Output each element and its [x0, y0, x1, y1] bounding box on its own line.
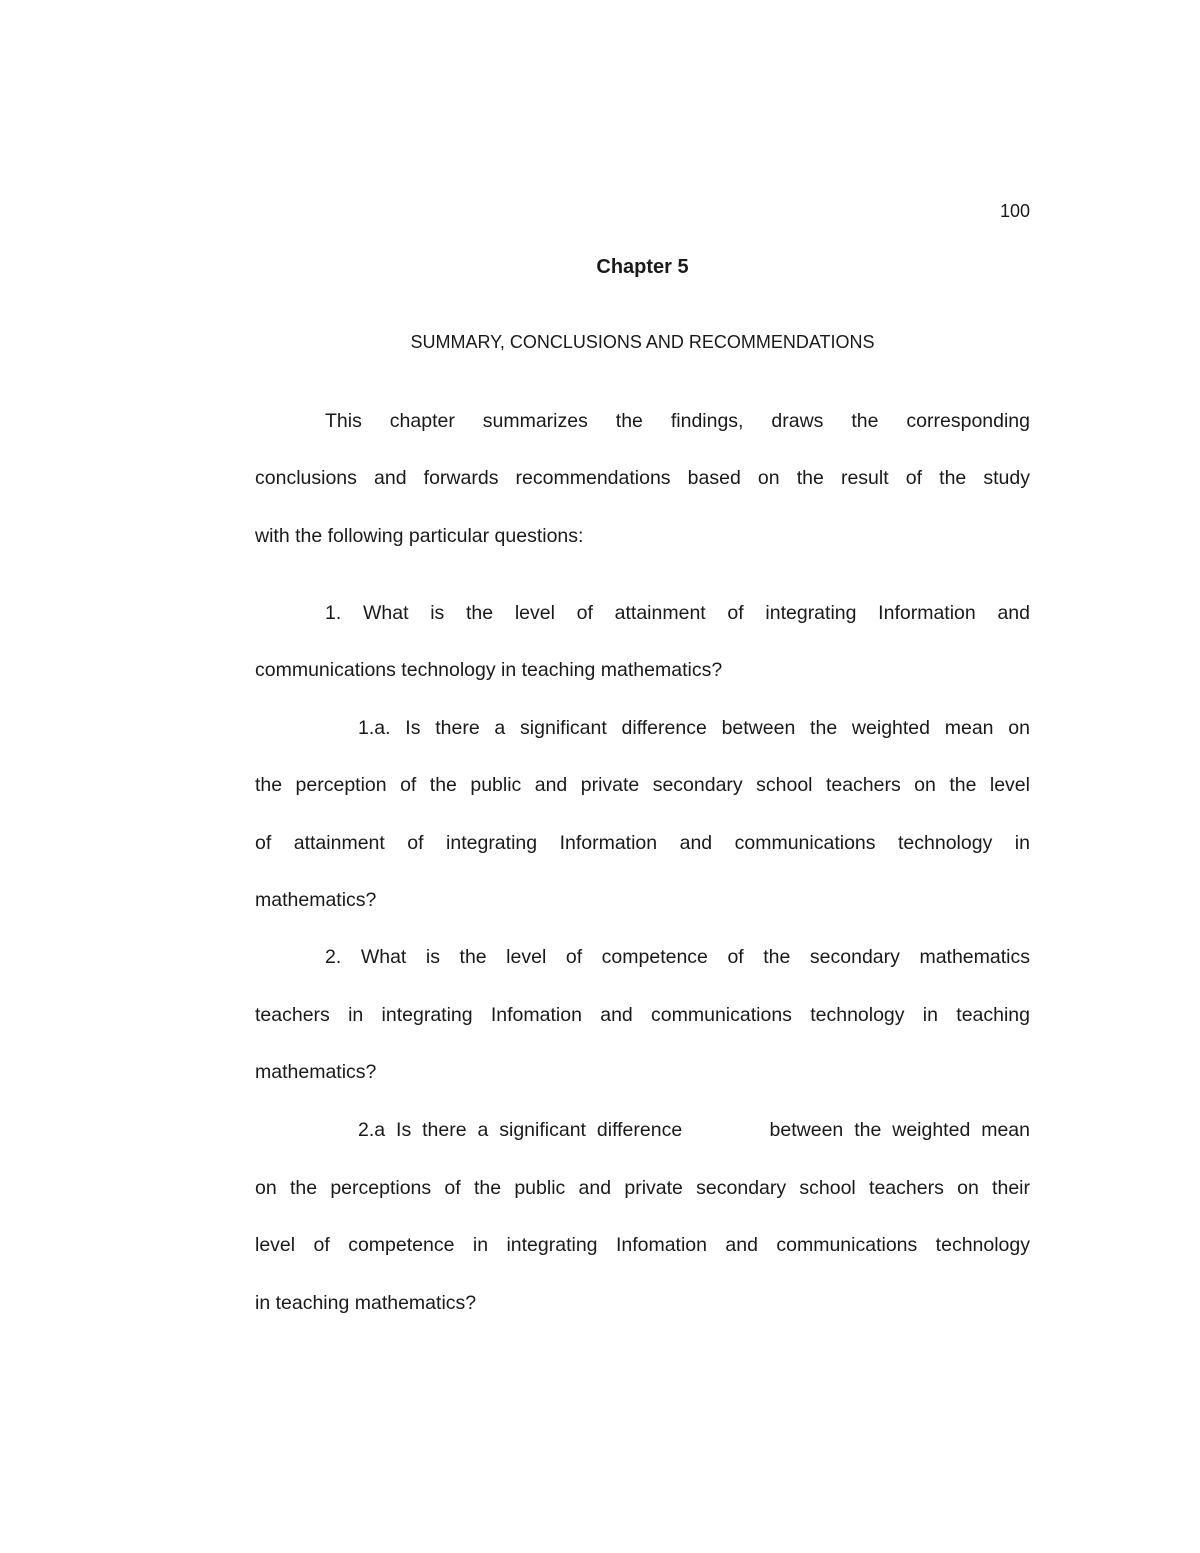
question-line: on the perceptions of the public and private secondary school teachers on their [255, 1177, 1030, 1199]
question-line: 2. What is the level of competence of the secondary mathematics [325, 946, 1030, 968]
question-line: level of competence in integrating Infomation and communications technology [255, 1234, 1030, 1256]
question-line: 2.a Is there a significant difference between the weighted mean [358, 1119, 1030, 1141]
intro-line: with the following particular questions: [255, 525, 584, 547]
section-title: SUMMARY, CONCLUSIONS AND RECOMMENDATIONS [410, 332, 875, 352]
question-line: communications technology in teaching mathematics? [255, 659, 723, 681]
intro-line: This chapter summarizes the findings, draws the corresponding [325, 410, 1030, 432]
intro-line: conclusions and forwards recommendations based on the result of the study [255, 467, 1030, 489]
question-line: 1.a. Is there a significant difference between the weighted mean on [358, 717, 1030, 739]
question-line: 1. What is the level of attainment of integrating Information and [325, 602, 1030, 624]
chapter-title: Chapter 5 [596, 256, 689, 278]
question-line: in teaching mathematics? [255, 1292, 477, 1314]
question-line: mathematics? [255, 889, 377, 911]
question-line: the perception of the public and private secondary school teachers on the level [255, 774, 1030, 796]
question-line: of attainment of integrating Information and communications technology in [255, 832, 1030, 854]
page-number: 100 [999, 201, 1030, 221]
question-line: mathematics? [255, 1061, 377, 1083]
question-line: teachers in integrating Infomation and communications technology in teaching [255, 1004, 1030, 1026]
